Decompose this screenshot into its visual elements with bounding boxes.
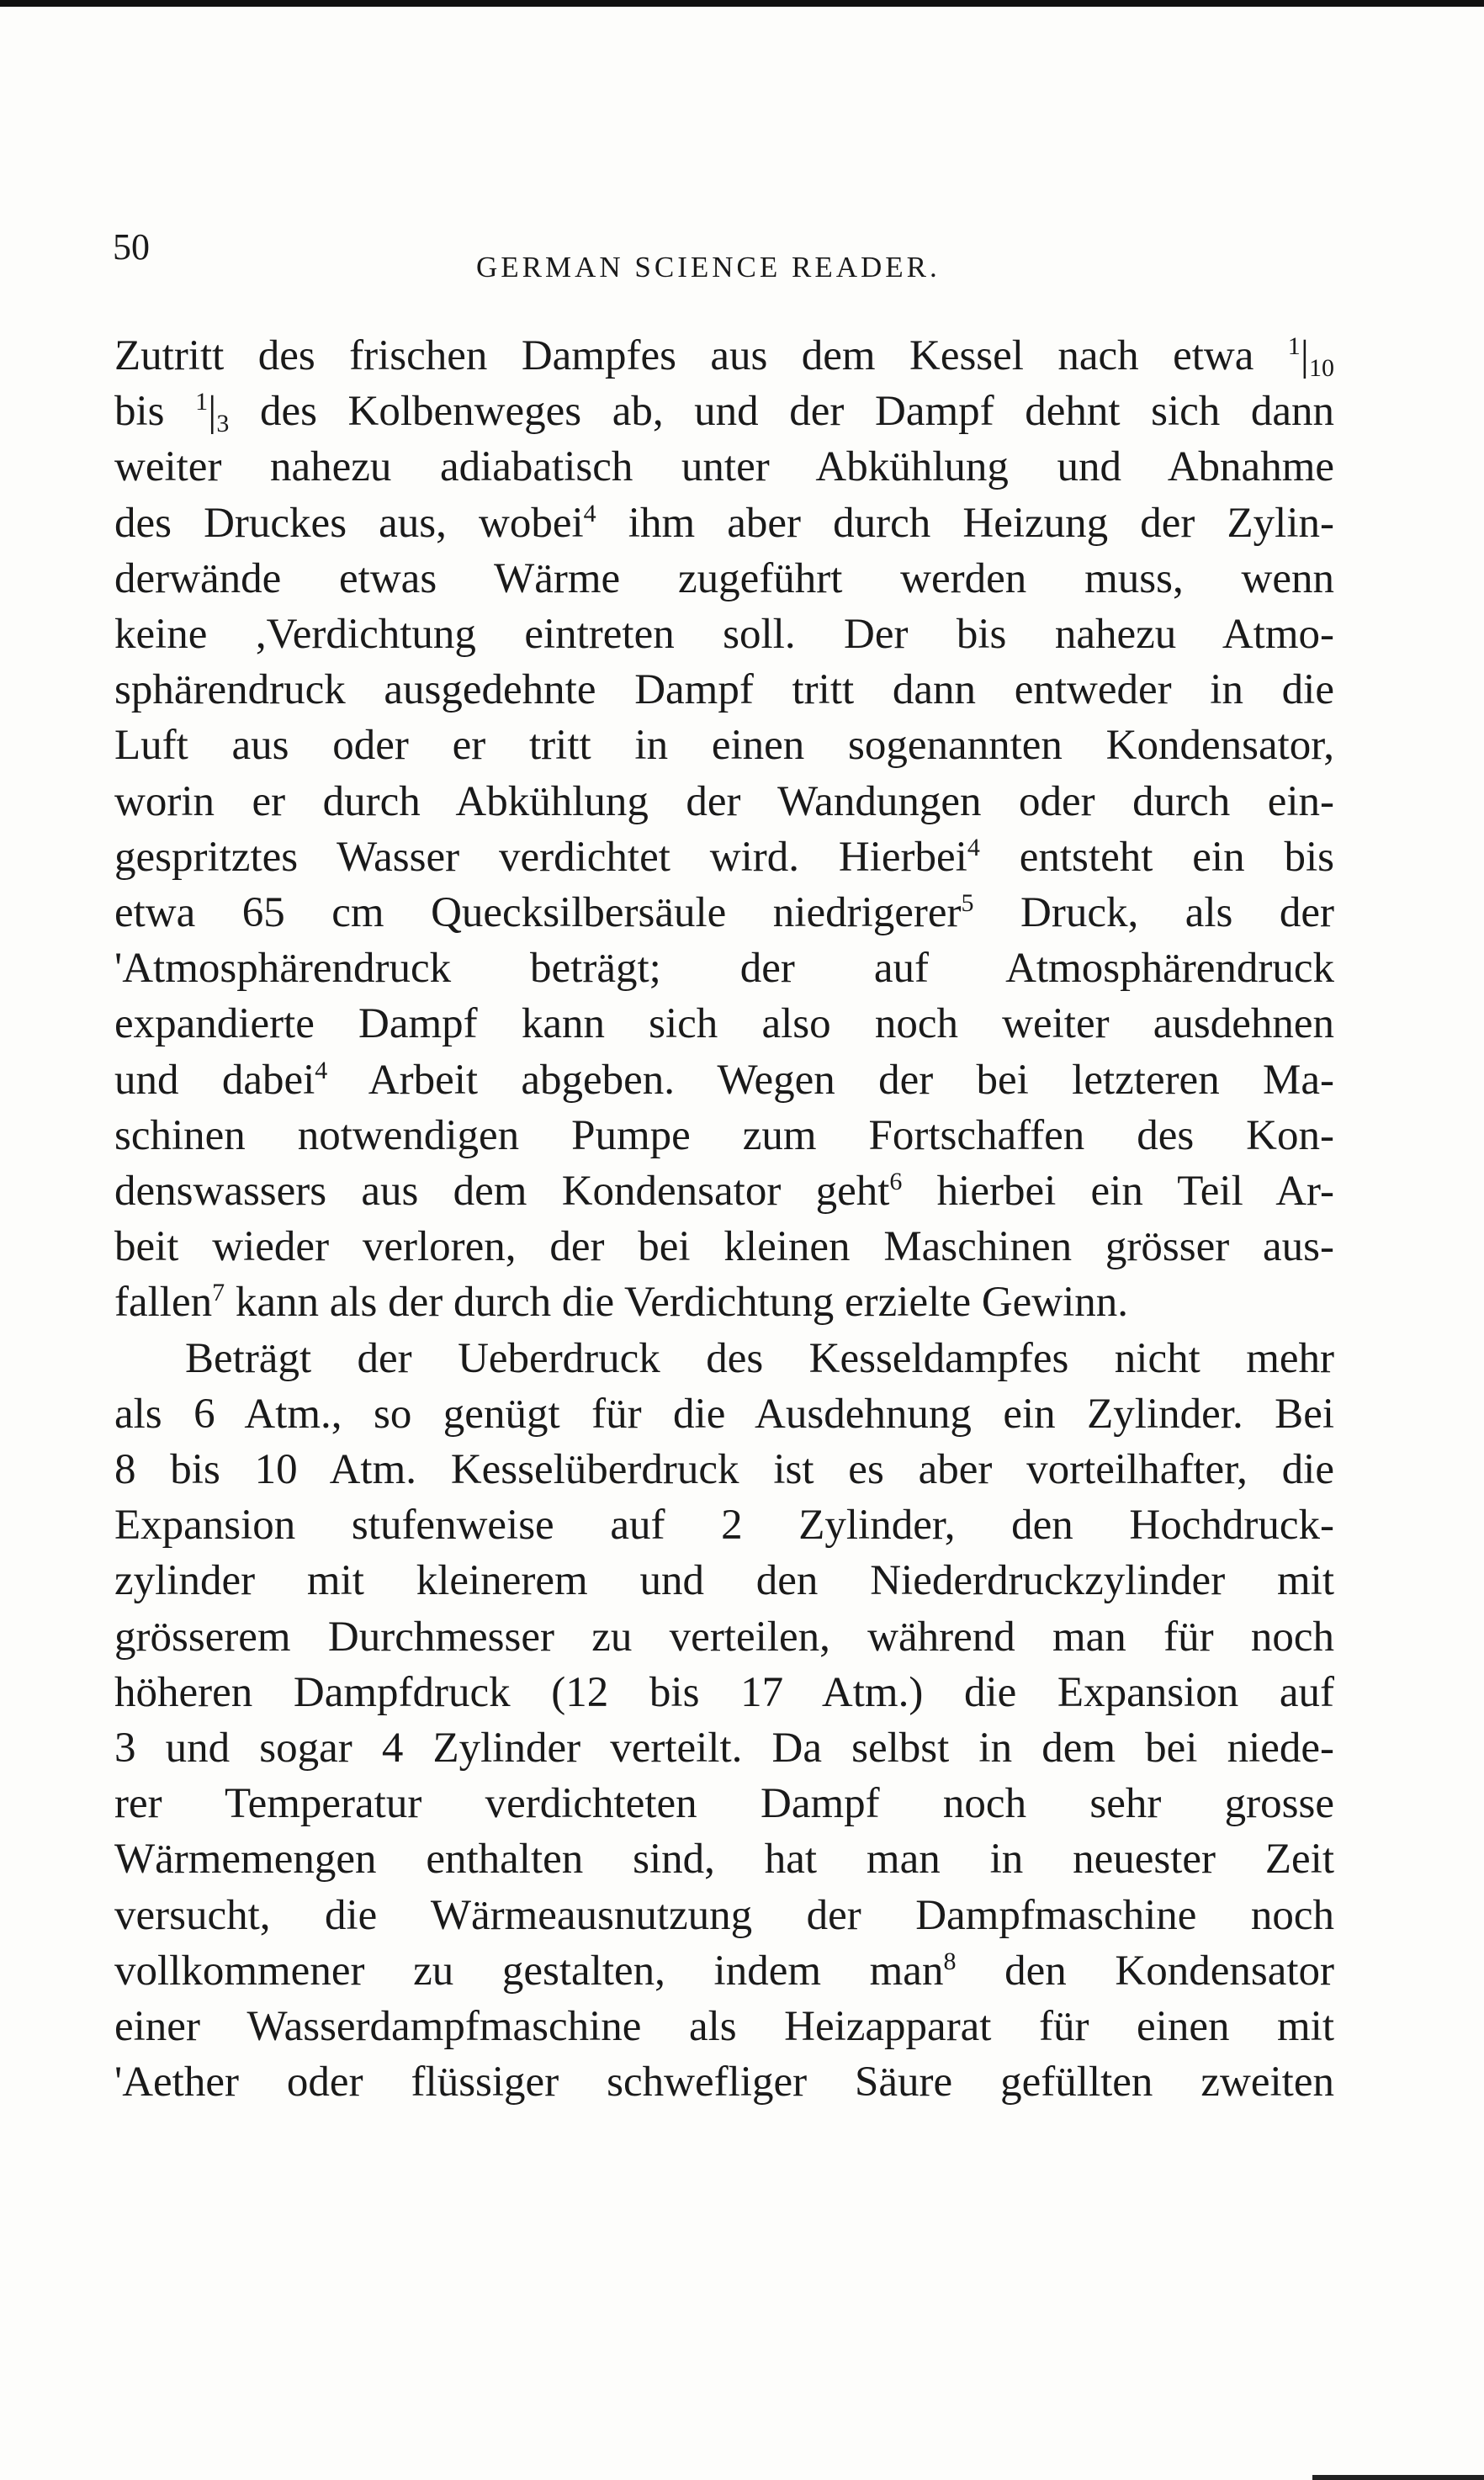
paragraph-2-line: rer Temperatur verdichteten Dampf noch sehr grosse xyxy=(114,1780,1334,1828)
top-edge-rule xyxy=(0,0,1484,7)
paragraph-1-line: fallen$^7$ kann als der durch die Verdichtung erzielte Gewinn. xyxy=(114,1279,1129,1327)
paragraph-2-line: versucht, die Wärmeausnutzung der Dampfmaschine noch xyxy=(114,1891,1334,1939)
footnote-marker: 4 xyxy=(315,1056,328,1084)
paragraph-1-line: schinen notwendigen Pumpe zum Fortschaffen des Kon- xyxy=(114,1111,1334,1159)
paragraph-2-line: höheren Dampfdruck (12 bis 17 Atm.) die Expansion auf xyxy=(114,1668,1334,1716)
paragraph-1-line: des Druckes aus, wobei$^4$ ihm aber durch Heizung der Zylin- xyxy=(114,499,1334,547)
paragraph-1-line: worin er durch Abkühlung der Wandungen oder durch ein- xyxy=(114,777,1334,825)
fraction-denominator: 10 xyxy=(1309,354,1334,382)
footnote-marker: 6 xyxy=(889,1168,903,1195)
paragraph-1-line: gespritztes Wasser verdichtet wird. Hierbei$^4$ entsteht ein bis xyxy=(114,833,1334,881)
paragraph-1-line: expandierte Dampf kann sich also noch weiter ausdehnen xyxy=(114,1000,1334,1048)
paragraph-2-line: 'Aether oder flüssiger schwefliger Säure gefüllten zweiten xyxy=(114,2059,1334,2106)
footnote-marker: 8 xyxy=(943,1947,957,1975)
paragraph-1-line: und dabei$^4$ Arbeit abgeben. Wegen der bei letzteren Ma- xyxy=(114,1056,1334,1104)
paragraph-1-line: bis $^1|_3$ des Kolbenweges ab, und der Dampf dehnt sich dann xyxy=(114,388,1334,438)
paragraph-2-line: vollkommener zu gestalten, indem man$^8$ den Kondensator xyxy=(114,1947,1334,1995)
paragraph-2-line: 8 bis 10 Atm. Kesselüberdruck ist es aber vorteilhafter, die xyxy=(114,1446,1334,1493)
footnote-marker: 5 xyxy=(961,889,974,917)
paragraph-1-line: Luft aus oder er tritt in einen sogenannten Kondensator, xyxy=(114,722,1334,770)
page-number: 50 xyxy=(113,226,150,268)
paragraph-2-line: Expansion stufenweise auf 2 Zylinder, den Hochdruck- xyxy=(114,1502,1334,1550)
running-head: GERMAN SCIENCE READER. xyxy=(476,251,941,284)
paragraph-2-line: einer Wasserdampfmaschine als Heizapparat für einen mit xyxy=(114,2003,1334,2050)
paragraph-1-line: sphärendruck ausgedehnte Dampf tritt dann entweder in die xyxy=(114,666,1334,714)
paragraph-1-line: denswassers aus dem Kondensator geht$^6$ hierbei ein Teil Ar- xyxy=(114,1168,1335,1215)
paragraph-1-line: keine ,Verdichtung eintreten soll. Der bis nahezu Atmo- xyxy=(114,611,1334,658)
paragraph-2-line: Wärmemengen enthalten sind, hat man in neuester Zeit xyxy=(114,1836,1334,1884)
footnote-marker: 1 xyxy=(1287,332,1301,360)
fraction-denominator: 3 xyxy=(216,410,230,438)
paragraph-1-line: Zutritt des frischen Dampfes aus dem Kessel nach etwa $^1|_{10}$ xyxy=(114,332,1334,382)
paragraph-1-line: beit wieder verloren, der bei kleinen Maschinen grösser aus- xyxy=(114,1223,1334,1271)
paragraph-2-line: zylinder mit kleinerem und den Niederdruckzylinder mit xyxy=(114,1557,1334,1605)
footnote-marker: 7 xyxy=(212,1279,225,1307)
paragraph-2-line: 3 und sogar 4 Zylinder verteilt. Da selbst in dem bei niede- xyxy=(114,1725,1334,1772)
paragraph-1-line: derwände etwas Wärme zugeführt werden muss, wenn xyxy=(114,554,1334,602)
paragraph-1-line: 'Atmosphärendruck beträgt; der auf Atmosphärendruck xyxy=(114,945,1334,993)
paragraph-2-line: Beträgt der Ueberdruck des Kesseldampfes nicht mehr xyxy=(185,1334,1334,1382)
paragraph-2-line: als 6 Atm., so genügt für die Ausdehnung ein Zylinder. Bei xyxy=(114,1390,1334,1438)
footnote-marker: 4 xyxy=(967,833,980,861)
paragraph-2-line: grösserem Durchmesser zu verteilen, während man für noch xyxy=(114,1613,1334,1661)
paragraph-1-line: weiter nahezu adiabatisch unter Abkühlung und Abnahme xyxy=(114,443,1334,491)
footnote-marker: 4 xyxy=(583,499,596,527)
footnote-marker: 1 xyxy=(195,388,209,416)
bottom-edge-rule xyxy=(1312,2475,1484,2480)
paragraph-1-line: etwa 65 cm Quecksilbersäule niedrigerer$^5$ Druck, als der xyxy=(114,889,1334,936)
